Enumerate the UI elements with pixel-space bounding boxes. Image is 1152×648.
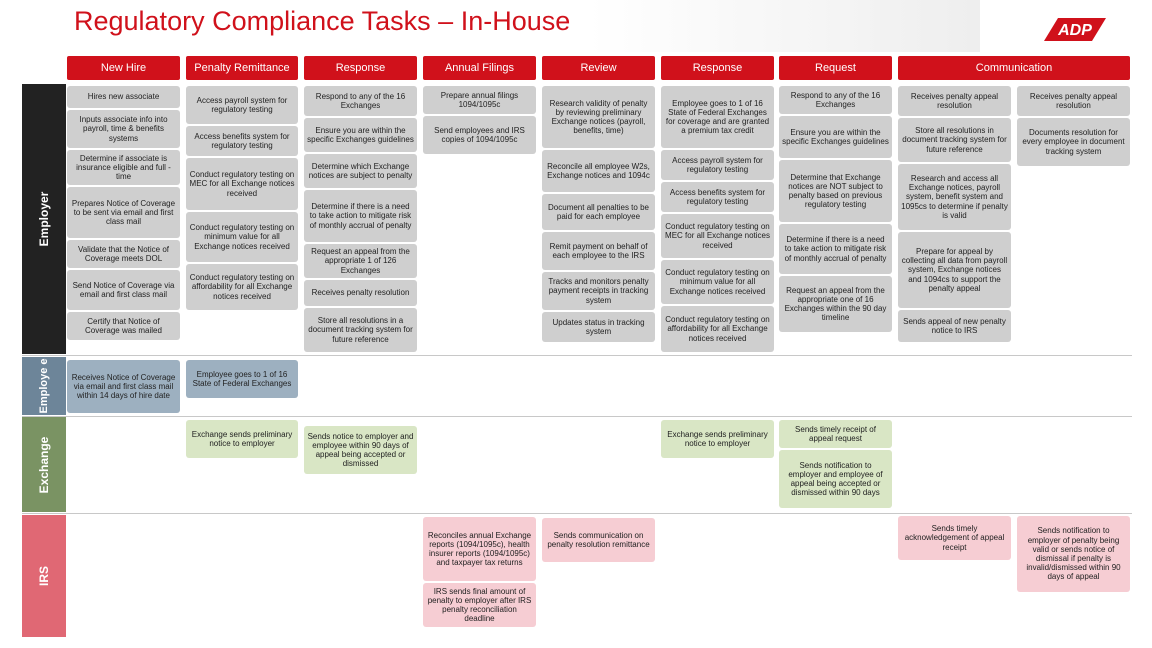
lane-irs [22,515,66,637]
task-box: Employee goes to 1 of 16 State of Federal Exchanges for coverage and are granted a premium tax credit [661,86,774,148]
task-box: Exchange sends preliminary notice to employer [186,420,298,458]
task-box: Validate that the Notice of Coverage meets DOL [67,240,180,268]
svg-text:ADP: ADP [1058,22,1092,39]
task-box: Certify that Notice of Coverage was mailed [67,312,180,340]
task-box: Respond to any of the 16 Exchanges [304,86,417,116]
task-box: Conduct regulatory testing on MEC for all Exchange notices received [186,158,298,210]
task-box: Store all resolutions in a document tracking system for future reference [304,308,417,352]
task-box: Send Notice of Coverage via email and first class mail [67,270,180,310]
task-box: Ensure you are within the specific Exchanges guidelines [304,118,417,152]
task-box: Sends notification to employer and employee of appeal being accepted or dismissed within 90 days [779,450,892,508]
task-box: Access benefits system for regulatory testing [661,182,774,212]
task-box: Determine if there is a need to take action to mitigate risk of monthly accrual of penalty [779,224,892,274]
task-box: Sends timely acknowledgement of appeal receipt [898,516,1011,560]
task-box: Remit payment on behalf of each employee to the IRS [542,232,655,270]
task-box: Research validity of penalty by reviewing preliminary Exchange notices (payroll, benefits, time) [542,86,655,148]
task-box: Sends communication on penalty resolution remittance [542,518,655,562]
task-box: Sends notice to employer and employee within 90 days of appeal being accepted or dismissed [304,426,417,474]
task-box: Receives penalty appeal resolution [1017,86,1130,116]
page-title: Regulatory Compliance Tasks – In-House [74,6,571,36]
lane-exchange [22,417,66,512]
task-box: Employee goes to 1 of 16 State of Federal Exchanges [186,360,298,398]
task-box: Access payroll system for regulatory testing [661,150,774,180]
title-bar [0,0,980,52]
task-box: Sends notification to employer of penalty being valid or sends notice of dismissal if penalty is invalid/dismissed within 90 days of appeal [1017,516,1130,592]
lane-divider [22,355,1132,356]
task-box: Ensure you are within the specific Exchanges guidelines [779,116,892,158]
column-header-penalty-remittance: Penalty Remittance [186,56,298,80]
task-box: Conduct regulatory testing on minimum value for all Exchange notices received [661,260,774,304]
task-box: Store all resolutions in document tracking system for future reference [898,118,1011,162]
lane-label-employer: Employer [37,191,51,247]
task-box: Determine if there is a need to take action to mitigate risk of monthly accrual of penalty [304,190,417,242]
column-header-review: Review [542,56,655,80]
task-box: Documents resolution for every employee in document tracking system [1017,118,1130,166]
lane-label-exchange: Exchange [37,436,51,493]
task-box: Send employees and IRS copies of 1094/1095c [423,116,536,154]
task-box: Respond to any of the 16 Exchanges [779,86,892,114]
task-box: Determine that Exchange notices are NOT subject to penalty based on previous regulatory testing [779,160,892,222]
task-box: Prepare annual filings 1094/1095c [423,86,536,114]
task-box: Access benefits system for regulatory testing [186,126,298,156]
task-box: Prepare for appeal by collecting all data from payroll system, Exchange notices and 1094cs to support the penalty appeal [898,232,1011,308]
column-header-new-hire: New Hire [67,56,180,80]
task-box: Tracks and monitors penalty payment receipts in tracking system [542,272,655,310]
task-box: Receives penalty appeal resolution [898,86,1011,116]
lane-divider [22,513,1132,514]
task-box: Determine if associate is insurance eligible and full -time [67,150,180,185]
task-box: Research and access all Exchange notices, payroll system, benefit system and 1095cs to determine if penalty is valid [898,164,1011,230]
task-box: Receives penalty resolution [304,280,417,306]
task-box: Conduct regulatory testing on minimum value for all Exchange notices received [186,212,298,262]
column-header-request: Request [779,56,892,80]
task-box: Prepares Notice of Coverage to be sent via email and first class mail [67,187,180,238]
task-box: Determine which Exchange notices are subject to penalty [304,154,417,188]
task-box: Reconciles annual Exchange reports (1094/1095c), health insurer reports (1094/1095c) and taxpayer tax returns [423,517,536,581]
lane-label-irs: IRS [37,565,51,587]
lane-employee [22,357,66,415]
task-box: IRS sends final amount of penalty to employer after IRS penalty reconciliation deadline [423,583,536,627]
task-box: Access payroll system for regulatory testing [186,86,298,124]
column-header-response-2: Response [661,56,774,80]
task-box: Receives Notice of Coverage via email and first class mail within 14 days of hire date [67,360,180,413]
lane-employer [22,84,66,354]
column-header-communication: Communication [898,56,1130,80]
adp-logo [1040,16,1110,42]
task-box: Reconcile all employee W2s, Exchange notices and 1094c [542,150,655,192]
column-header-annual-filings: Annual Filings [423,56,536,80]
task-box: Sends timely receipt of appeal request [779,420,892,448]
task-box: Request an appeal from the appropriate 1 of 126 Exchanges [304,244,417,278]
task-box: Exchange sends preliminary notice to employer [661,420,774,458]
task-box: Request an appeal from the appropriate one of 16 Exchanges within the 90 day timeline [779,276,892,332]
column-header-response: Response [304,56,417,80]
task-box: Inputs associate info into payroll, time & benefits systems [67,110,180,148]
task-box: Sends appeal of new penalty notice to IRS [898,310,1011,342]
task-box: Hires new associate [67,86,180,108]
task-box: Updates status in tracking system [542,312,655,342]
task-box: Conduct regulatory testing on affordability for all Exchange notices received [186,264,298,310]
task-box: Conduct regulatory testing on affordability for all Exchange notices received [661,306,774,352]
task-box: Document all penalties to be paid for each employee [542,194,655,230]
task-box: Conduct regulatory testing on MEC for all Exchange notices received [661,214,774,258]
lane-label-employee: Employe e [38,358,50,414]
lane-divider [22,416,1132,417]
